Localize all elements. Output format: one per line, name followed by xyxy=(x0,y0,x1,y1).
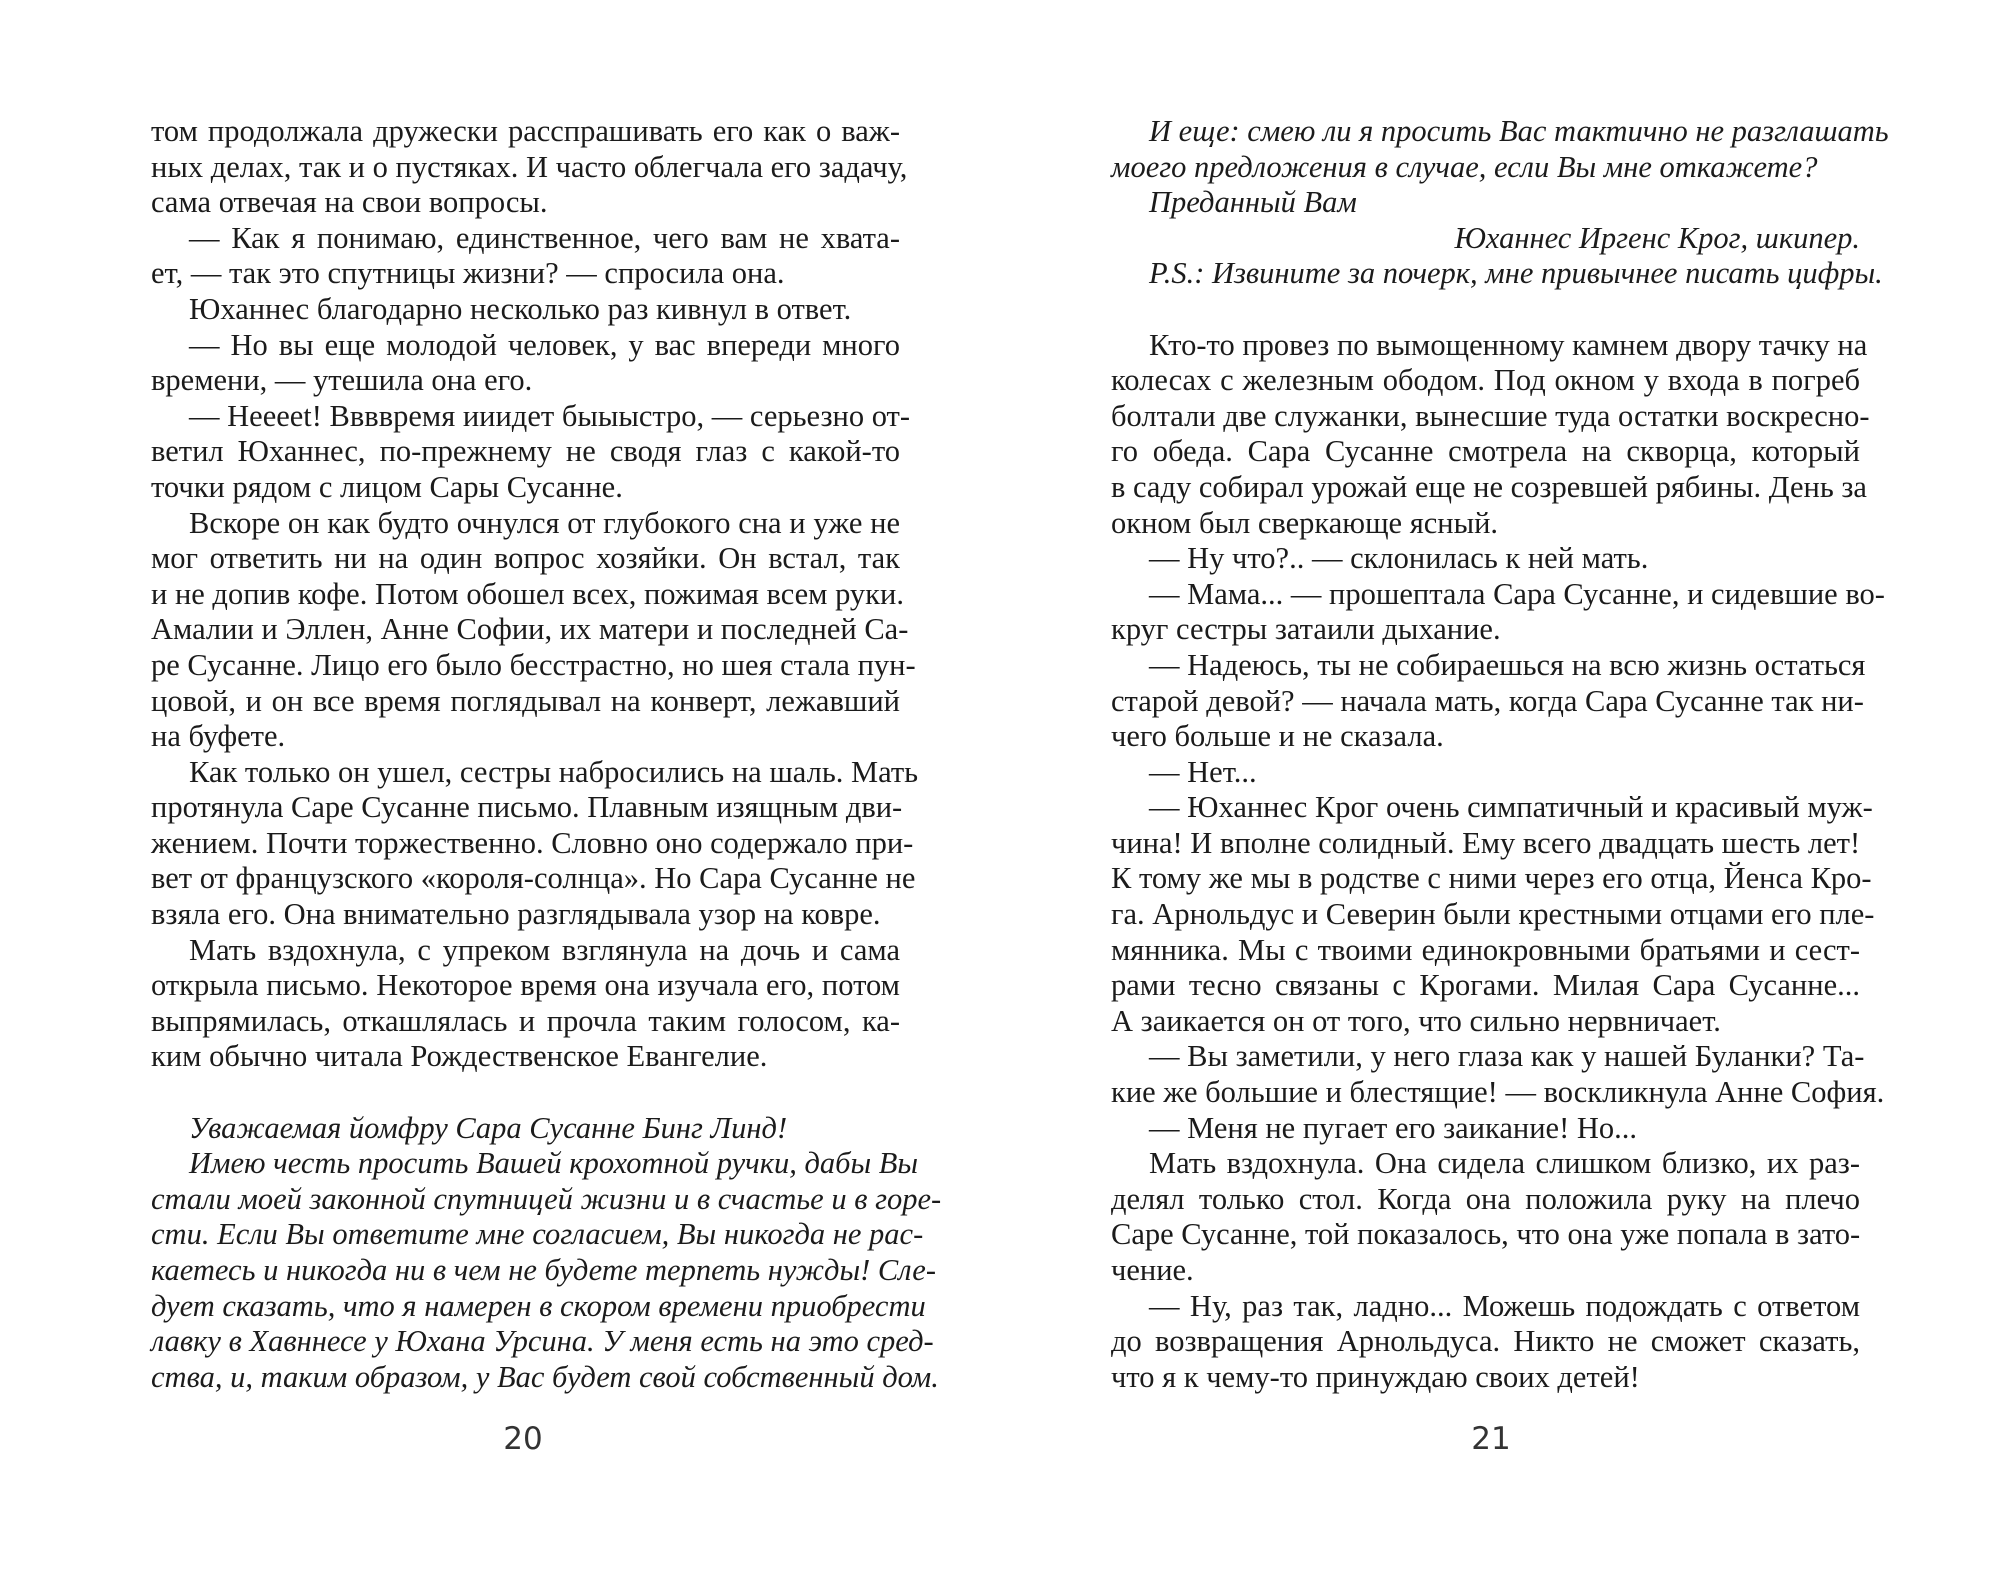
text-line: сти. Если Вы ответите мне согласием, Вы никогда не рас- xyxy=(151,1217,924,1252)
right-page xyxy=(1000,0,2000,1575)
text-line: чение. xyxy=(1111,1253,1194,1287)
text-line: Мать вздохнула, с упреком взглянула на дочь и сама xyxy=(189,932,900,967)
text-line: Кто-то провез по вымощенному камнем двору тачку на xyxy=(1149,327,1868,362)
text-line: Мать вздохнула. Она сидела слишком близко, их раз- xyxy=(1149,1146,1860,1181)
text-line: времени, — утешила она его. xyxy=(151,363,533,398)
text-line: каетесь и никогда ни в чем не будете терпеть нужды! Сле- xyxy=(151,1253,936,1287)
text-line: P.S.: Извините за почерк, мне привычнее писать цифры. xyxy=(1149,256,1883,291)
text-line: делял только стол. Когда она положила руку на плечо xyxy=(1111,1181,1860,1216)
text-line: ных делах, так и о пустяках. И часто облегчала его задачу, xyxy=(151,149,908,184)
text-line: выпрямилась, откашлялась и прочла таким голосом, ка- xyxy=(151,1003,900,1038)
text-line: ветил Юханнес, по-прежнему не сводя глаз с какой-то xyxy=(151,434,900,469)
text-line: — Но вы еще молодой человек, у вас впереди много xyxy=(189,327,900,362)
text-line: болтали две служанки, вынесшие туда остатки воскресно- xyxy=(1111,398,1870,433)
text-line: мог ответить ни на один вопрос хозяйки. Он встал, так xyxy=(151,541,900,576)
text-line: го обеда. Сара Сусанне смотрела на скворца, который xyxy=(1111,434,1860,469)
text-line: Саре Сусанне, той показалось, что она уже попала в зато- xyxy=(1111,1217,1861,1252)
text-line: — Нееeet! Ввввремя ииидет быыыстро, — серьезно от- xyxy=(189,398,911,433)
right-page-text xyxy=(1111,114,1889,1395)
text-line: — Надеюсь, ты не собираешься на всю жизнь остаться xyxy=(1149,647,1866,682)
text-line: — Нет... xyxy=(1149,754,1257,789)
text-line: — Юханнес Крог очень симпатичный и красивый муж- xyxy=(1149,790,1873,825)
text-line: открыла письмо. Некоторое время она изучала его, потом xyxy=(151,968,900,1003)
blank-line xyxy=(1111,292,1860,328)
text-line: что я к чему-то принуждаю своих детей! xyxy=(1111,1359,1640,1394)
text-line: К тому же мы в родстве с ними через его отца, Йенса Кро- xyxy=(1111,861,1872,896)
page-number-right: 21 xyxy=(1471,1421,1511,1457)
blank-line xyxy=(151,1075,900,1111)
text-line: вет от французского «короля-солнца». Но Сара Сусанне не xyxy=(151,861,916,896)
text-line: протянула Саре Сусанне письмо. Плавным изящным дви- xyxy=(151,790,903,825)
text-line: рами тесно связаны с Крогами. Милая Сара Сусанне... xyxy=(1111,968,1860,1003)
text-line: и не допив кофе. Потом обошел всех, пожимая всем руки. xyxy=(151,576,904,611)
text-line: ким обычно читала Рождественское Евангелие. xyxy=(151,1039,768,1074)
text-line: жением. Почти торжественно. Словно оно содержало при- xyxy=(151,825,914,860)
text-line: на буфете. xyxy=(151,719,286,754)
text-line: — Ну, раз так, ладно... Можешь подождать с ответом xyxy=(1149,1288,1860,1323)
text-line: И еще: смею ли я просить Вас тактично не разглашать xyxy=(1149,114,1889,148)
text-line: сама отвечая на свои вопросы. xyxy=(151,185,548,220)
text-line: — Мама... — прошептала Сара Сусанне, и сидевшие во- xyxy=(1149,576,1885,611)
text-line: Вскоре он как будто очнулся от глубокого сна и уже не xyxy=(189,505,900,540)
text-line: чего больше и не сказала. xyxy=(1111,719,1444,754)
text-line: окном был сверкающе ясный. xyxy=(1111,505,1499,540)
text-line: — Меня не пугает его заикание! Но... xyxy=(1149,1110,1638,1145)
text-line: старой девой? — начала мать, когда Сара Сусанне так ни- xyxy=(1111,683,1864,718)
text-line: в саду собирал урожай еще не созревшей рябины. День за xyxy=(1111,469,1867,504)
left-page-text xyxy=(151,114,942,1395)
text-line: Амалии и Эллен, Анне Софии, их матери и последней Са- xyxy=(151,612,909,647)
text-line: до возвращения Арнольдуса. Никто не сможет сказать, xyxy=(1111,1324,1860,1359)
text-line: ства, и, таким образом, у Вас будет свой собственный дом. xyxy=(151,1359,939,1394)
text-line: А заикается он от того, что сильно нервничает. xyxy=(1111,1003,1721,1038)
text-line: мянника. Мы с твоими единокровными братьями и сест- xyxy=(1111,932,1860,967)
text-line: ре Сусанне. Лицо его было бесстрастно, но шея стала пун- xyxy=(151,647,916,682)
text-line: кие же большие и блестящие! — воскликнула Анне София. xyxy=(1111,1075,1885,1110)
text-line: том продолжала дружески расспрашивать его как о важ- xyxy=(151,114,900,148)
text-line: Юханнес благодарно несколько раз кивнул в ответ. xyxy=(189,291,852,326)
text-line: точки рядом с лицом Сары Сусанне. xyxy=(151,469,623,504)
text-line: га. Арнольдус и Северин были крестными отцами его пле- xyxy=(1111,897,1875,932)
text-line: Имею честь просить Вашей крохотной ручки, дабы Вы xyxy=(189,1146,919,1181)
text-line: дует сказать, что я намерен в скором времени приобрести xyxy=(151,1288,926,1323)
text-line: — Вы заметили, у него глаза как у нашей Буланки? Та- xyxy=(1149,1039,1865,1074)
text-line: стали моей законной спутницей жизни и в счастье и в горе- xyxy=(151,1181,942,1216)
text-line: круг сестры затаили дыхание. xyxy=(1111,612,1501,647)
text-line: Юханнес Иргенс Крог, шкипер. xyxy=(1454,220,1860,255)
text-line: ет, — так это спутницы жизни? — спросила она. xyxy=(151,256,785,291)
text-line: Преданный Вам xyxy=(1149,185,1357,220)
text-line: взяла его. Она внимательно разглядывала узор на ковре. xyxy=(151,897,881,932)
text-line: — Как я понимаю, единственное, чего вам не хвата- xyxy=(189,220,900,255)
text-line: моего предложения в случае, если Вы мне откажете? xyxy=(1111,149,1818,184)
text-line: — Ну что?.. — склонилась к ней мать. xyxy=(1149,541,1649,576)
text-line: Уважаемая йомфру Сара Сусанне Бинг Линд! xyxy=(189,1110,788,1145)
text-line: Как только он ушел, сестры набросились на шаль. Мать xyxy=(189,754,919,789)
text-line: цовой, и он все время поглядывал на конверт, лежавший xyxy=(151,683,900,718)
page-number-left: 20 xyxy=(503,1421,543,1457)
text-line: лавку в Хавннесе у Юхана Урсина. У меня есть на это сред- xyxy=(151,1324,934,1359)
text-line: колесах с железным ободом. Под окном у входа в погреб xyxy=(1111,363,1860,398)
text-line: чина! И вполне солидный. Ему всего двадцать шесть лет! xyxy=(1111,825,1861,860)
